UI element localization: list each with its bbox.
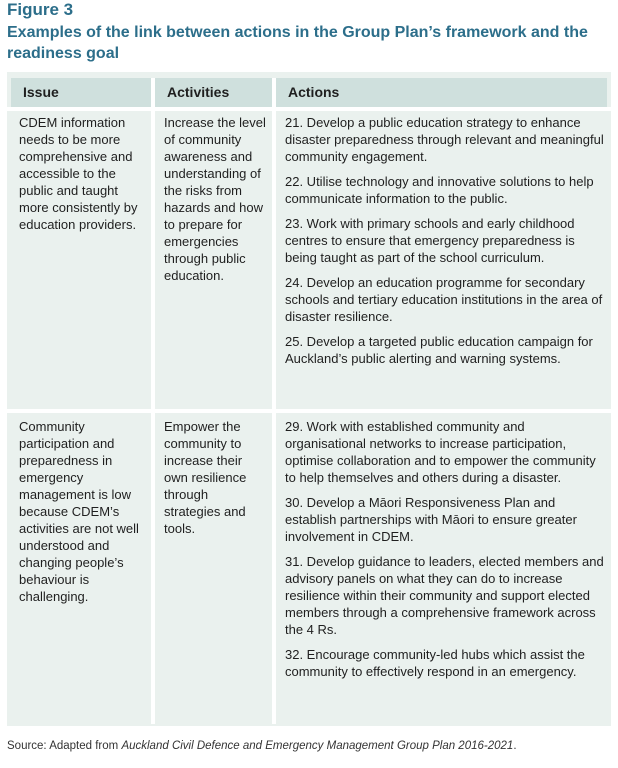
figure-label: Figure 3 (7, 0, 74, 19)
row1-activities: Increase the level of community awareness and understanding of the risks from hazards and how to prepare for emergencies through public education. (164, 115, 266, 283)
row-divider (7, 409, 611, 413)
row1-actions (285, 114, 605, 375)
figure-title: Examples of the link between actions in the Group Plan’s framework and the readiness goal (7, 24, 588, 62)
row2-issue: Community participation and preparedness in emergency management is low because CDEM’s activities are not well understood and changing people’s behaviour is challenging. (19, 419, 139, 604)
source-note (7, 740, 517, 752)
source-prefix: Source: Adapted from (7, 740, 122, 752)
action-32: 32. Encourage community-led hubs which assist the community to effectively respond in an emergency. (285, 647, 585, 679)
header-activities: Activities (155, 78, 272, 107)
action-21: 21. Develop a public education strategy to enhance disaster preparedness through relevant and meaningful community engagement. (285, 115, 604, 164)
column-divider (272, 78, 276, 724)
action-29: 29. Work with established community and organisational networks to increase participation, optimise collaboration and to empower the community to help themselves and others during a disaster. (285, 419, 596, 485)
row1-issue: CDEM information needs to be more comprehensive and accessible to the public and taught more consistently by education providers. (19, 115, 138, 232)
action-22: 22. Utilise technology and innovative solutions to help communicate information to the public. (285, 174, 594, 206)
row2-actions (285, 418, 605, 688)
action-25: 25. Develop a targeted public education campaign for Auckland’s public alerting and warning systems. (285, 334, 593, 366)
header-issue: Issue (11, 78, 151, 107)
header-actions: Actions (276, 78, 607, 107)
header-divider (7, 107, 611, 111)
action-24: 24. Develop an education programme for secondary schools and tertiary education institutions in the area of disaster resilience. (285, 275, 603, 324)
action-31: 31. Develop guidance to leaders, elected members and advisory panels on what they can do to increase resilience within their community and support elected members through a comprehensive framework across the 4 Rs. (285, 554, 604, 637)
source-suffix: . (513, 740, 517, 752)
action-30: 30. Develop a Māori Responsiveness Plan and establish partnerships with Māori to ensure greater involvement in CDEM. (285, 495, 577, 544)
row2-activities: Empower the community to increase their own resilience through strategies and tools. (164, 419, 247, 536)
source-title: Auckland Civil Defence and Emergency Management Group Plan 2016-2021 (121, 740, 514, 752)
action-23: 23. Work with primary schools and early childhood centres to ensure that emergency preparedness is being taught as part of the school curriculum. (285, 216, 575, 265)
column-divider (151, 78, 155, 724)
